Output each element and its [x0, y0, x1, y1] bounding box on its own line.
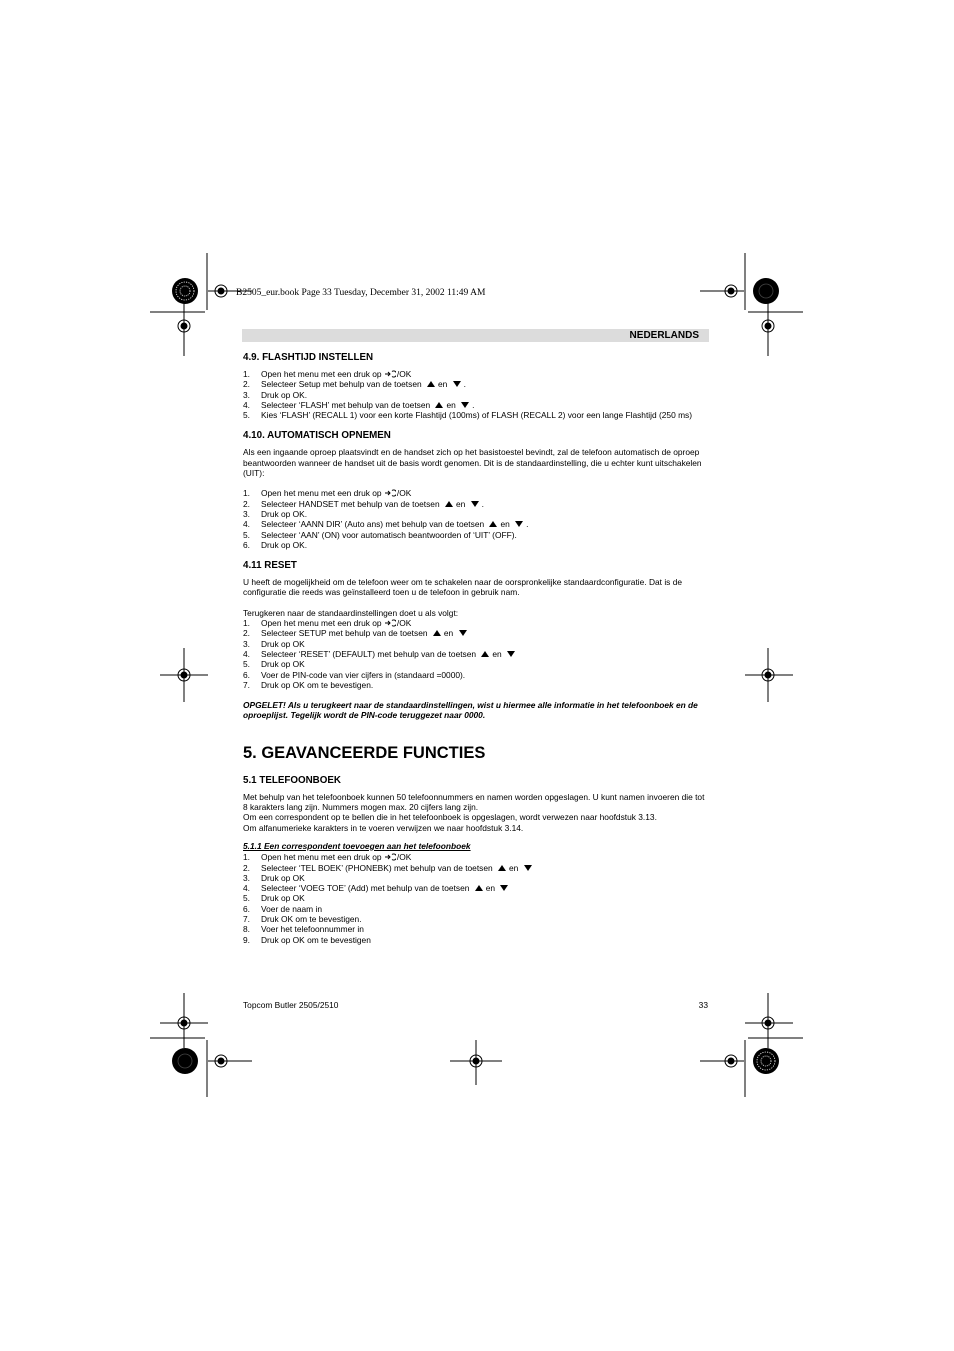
paragraph: Terugkeren naar de standaardinstellingen doet u als volgt: [243, 607, 459, 618]
list-item: 6. Voer de naam in [243, 903, 322, 914]
arrow-up-icon [498, 865, 506, 871]
list-item: 3. Druk op OK [243, 872, 305, 883]
arrow-down-icon [459, 630, 467, 636]
arrow-up-icon [481, 651, 489, 657]
arrow-up-icon [489, 521, 497, 527]
list-item: 7. Druk op OK om te bevestigen. [243, 679, 374, 690]
arrow-up-icon [433, 630, 441, 636]
list-item: 5. Druk op OK [243, 659, 305, 670]
list-item: 2. Selecteer ‘TEL BOEK’ (PHONEBK) met behulp van de toetsen en [243, 863, 709, 873]
list-item: 5. Selecteer ‘AAN’ (ON) voor automatisch beantwoorden of ‘UIT’ (OFF). [243, 529, 517, 540]
steps-4-9 [243, 369, 709, 420]
menu-key-icon [385, 370, 396, 378]
paragraph: Om een correspondent op te bellen die in het telefoonboek is opgeslagen, wordt verwezen naar hoofdstuk 3.13. [243, 812, 657, 823]
print-header: B2505_eur.book Page 33 Tuesday, December 31, 2002 11:49 AM [236, 288, 486, 298]
list-item: 1. Open het menu met een druk op /OK [243, 618, 412, 629]
list-item: 3. Druk op OK. [243, 389, 308, 400]
subsection-title-5-1-1: 5.1.1 Een correspondent toevoegen aan het telefoonboek [243, 840, 471, 851]
arrow-up-icon [475, 885, 483, 891]
steps-4-11 [243, 618, 709, 690]
arrow-down-icon [507, 651, 515, 657]
chapter-title: 5. GEAVANCEERDE FUNCTIES [243, 743, 486, 762]
arrow-down-icon [500, 885, 508, 891]
section-title-4-11: 4.11 RESET [243, 560, 297, 572]
list-item: 1. Open het menu met een druk op /OK [243, 369, 412, 379]
page-content [243, 352, 709, 945]
list-item: 7. Druk OK om te bevestigen. [243, 913, 362, 924]
list-item: 6. Voer de PIN-code van vier cijfers in (standaard =0000). [243, 669, 466, 680]
section-title-5-1: 5.1 TELEFOONBOEK [243, 774, 341, 786]
paragraph: U heeft de mogelijkheid om de telefoon weer om te schakelen naar de oorspronkelijke standaardconfiguratie. Dat is de configuratie die reeds was geïnstalleerd toen u de telefoon in gebruik nam. [243, 577, 683, 598]
steps-4-10 [243, 488, 709, 550]
list-item: 3. Druk op OK. [243, 508, 308, 519]
list-item: 1. Open het menu met een druk op /OK [243, 852, 412, 863]
list-item: 9. Druk op OK om te bevestigen [243, 934, 371, 945]
page-number: 33 [698, 1000, 708, 1010]
list-item: 2. Selecteer HANDSET met behulp van de toetsen en . [243, 498, 484, 509]
section-title-4-10: 4.10. AUTOMATISCH OPNEMEN [243, 430, 391, 442]
list-item: 4. Selecteer ‘VOEG TOE’ (Add) met behulp van de toetsen en [243, 883, 709, 893]
arrow-down-icon [515, 521, 523, 527]
paragraph: Als een ingaande oproep plaatsvindt en de handset zich op het basistoestel bevindt, zal de telefoon automatisch de oproep beantwoorden wanneer de handset uit de basis wordt genomen. Dit is de standaardinstelling, die u echter kunt uitschakelen (UIT): [243, 447, 702, 479]
menu-key-icon [385, 619, 396, 627]
paragraph: Om alfanumerieke karakters in te voeren verwijzen we naar hoofdstuk 3.14. [243, 822, 524, 833]
menu-key-icon [385, 489, 396, 497]
list-item: 3. Druk op OK [243, 638, 305, 649]
menu-key-icon [385, 853, 396, 861]
arrow-down-icon [524, 865, 532, 871]
list-item: 2. Selecteer Setup met behulp van de toetsen en . [243, 379, 466, 390]
list-item: 5. Kies ‘FLASH’ (RECALL 1) voor een korte Flashtijd (100ms) of FLASH (RECALL 2) voor een lange Flashtijd (250 ms) [243, 410, 693, 421]
arrow-up-icon [435, 402, 443, 408]
arrow-up-icon [427, 381, 435, 387]
arrow-down-icon [461, 402, 469, 408]
language-label: NEDERLANDS [629, 330, 699, 341]
list-item: 4. Selecteer ‘FLASH’ met behulp van de toetsen en . [243, 399, 475, 410]
warning-note: OPGELET! Als u terugkeert naar de standaardinstellingen, wist u hiermee alle informatie in het telefoonboek en de oproeplijst. Tegelijk wordt de PIN-code teruggezet naar 0000. [243, 700, 698, 721]
steps-5-1-1 [243, 852, 709, 945]
list-item: 1. Open het menu met een druk op /OK [243, 488, 412, 499]
list-item: 5. Druk op OK [243, 893, 305, 904]
section-title-4-9: 4.9. FLASHTIJD INSTELLEN [243, 352, 374, 363]
arrow-down-icon [453, 381, 461, 387]
footer-product: Topcom Butler 2505/2510 [243, 1000, 339, 1010]
arrow-up-icon [445, 501, 453, 507]
list-item: 4. Selecteer ‘RESET’ (DEFAULT) met behulp van de toetsen en [243, 649, 709, 659]
paragraph: Met behulp van het telefoonboek kunnen 50 telefoonnummers en namen worden opgeslagen. U kunt namen invoeren die tot 8 karakters lang zijn. Nummers mogen max. 20 cijfers lang zijn. [243, 791, 705, 813]
list-item: 6. Druk op OK. [243, 539, 308, 550]
list-item: 4. Selecteer ‘AANN DIR’ (Auto ans) met behulp van de toetsen en . [243, 519, 529, 530]
list-item: 8. Voer het telefoonnummer in [243, 924, 364, 935]
arrow-down-icon [471, 501, 479, 507]
list-item: 2. Selecteer SETUP met behulp van de toetsen en [243, 628, 709, 638]
language-tab [242, 329, 709, 342]
